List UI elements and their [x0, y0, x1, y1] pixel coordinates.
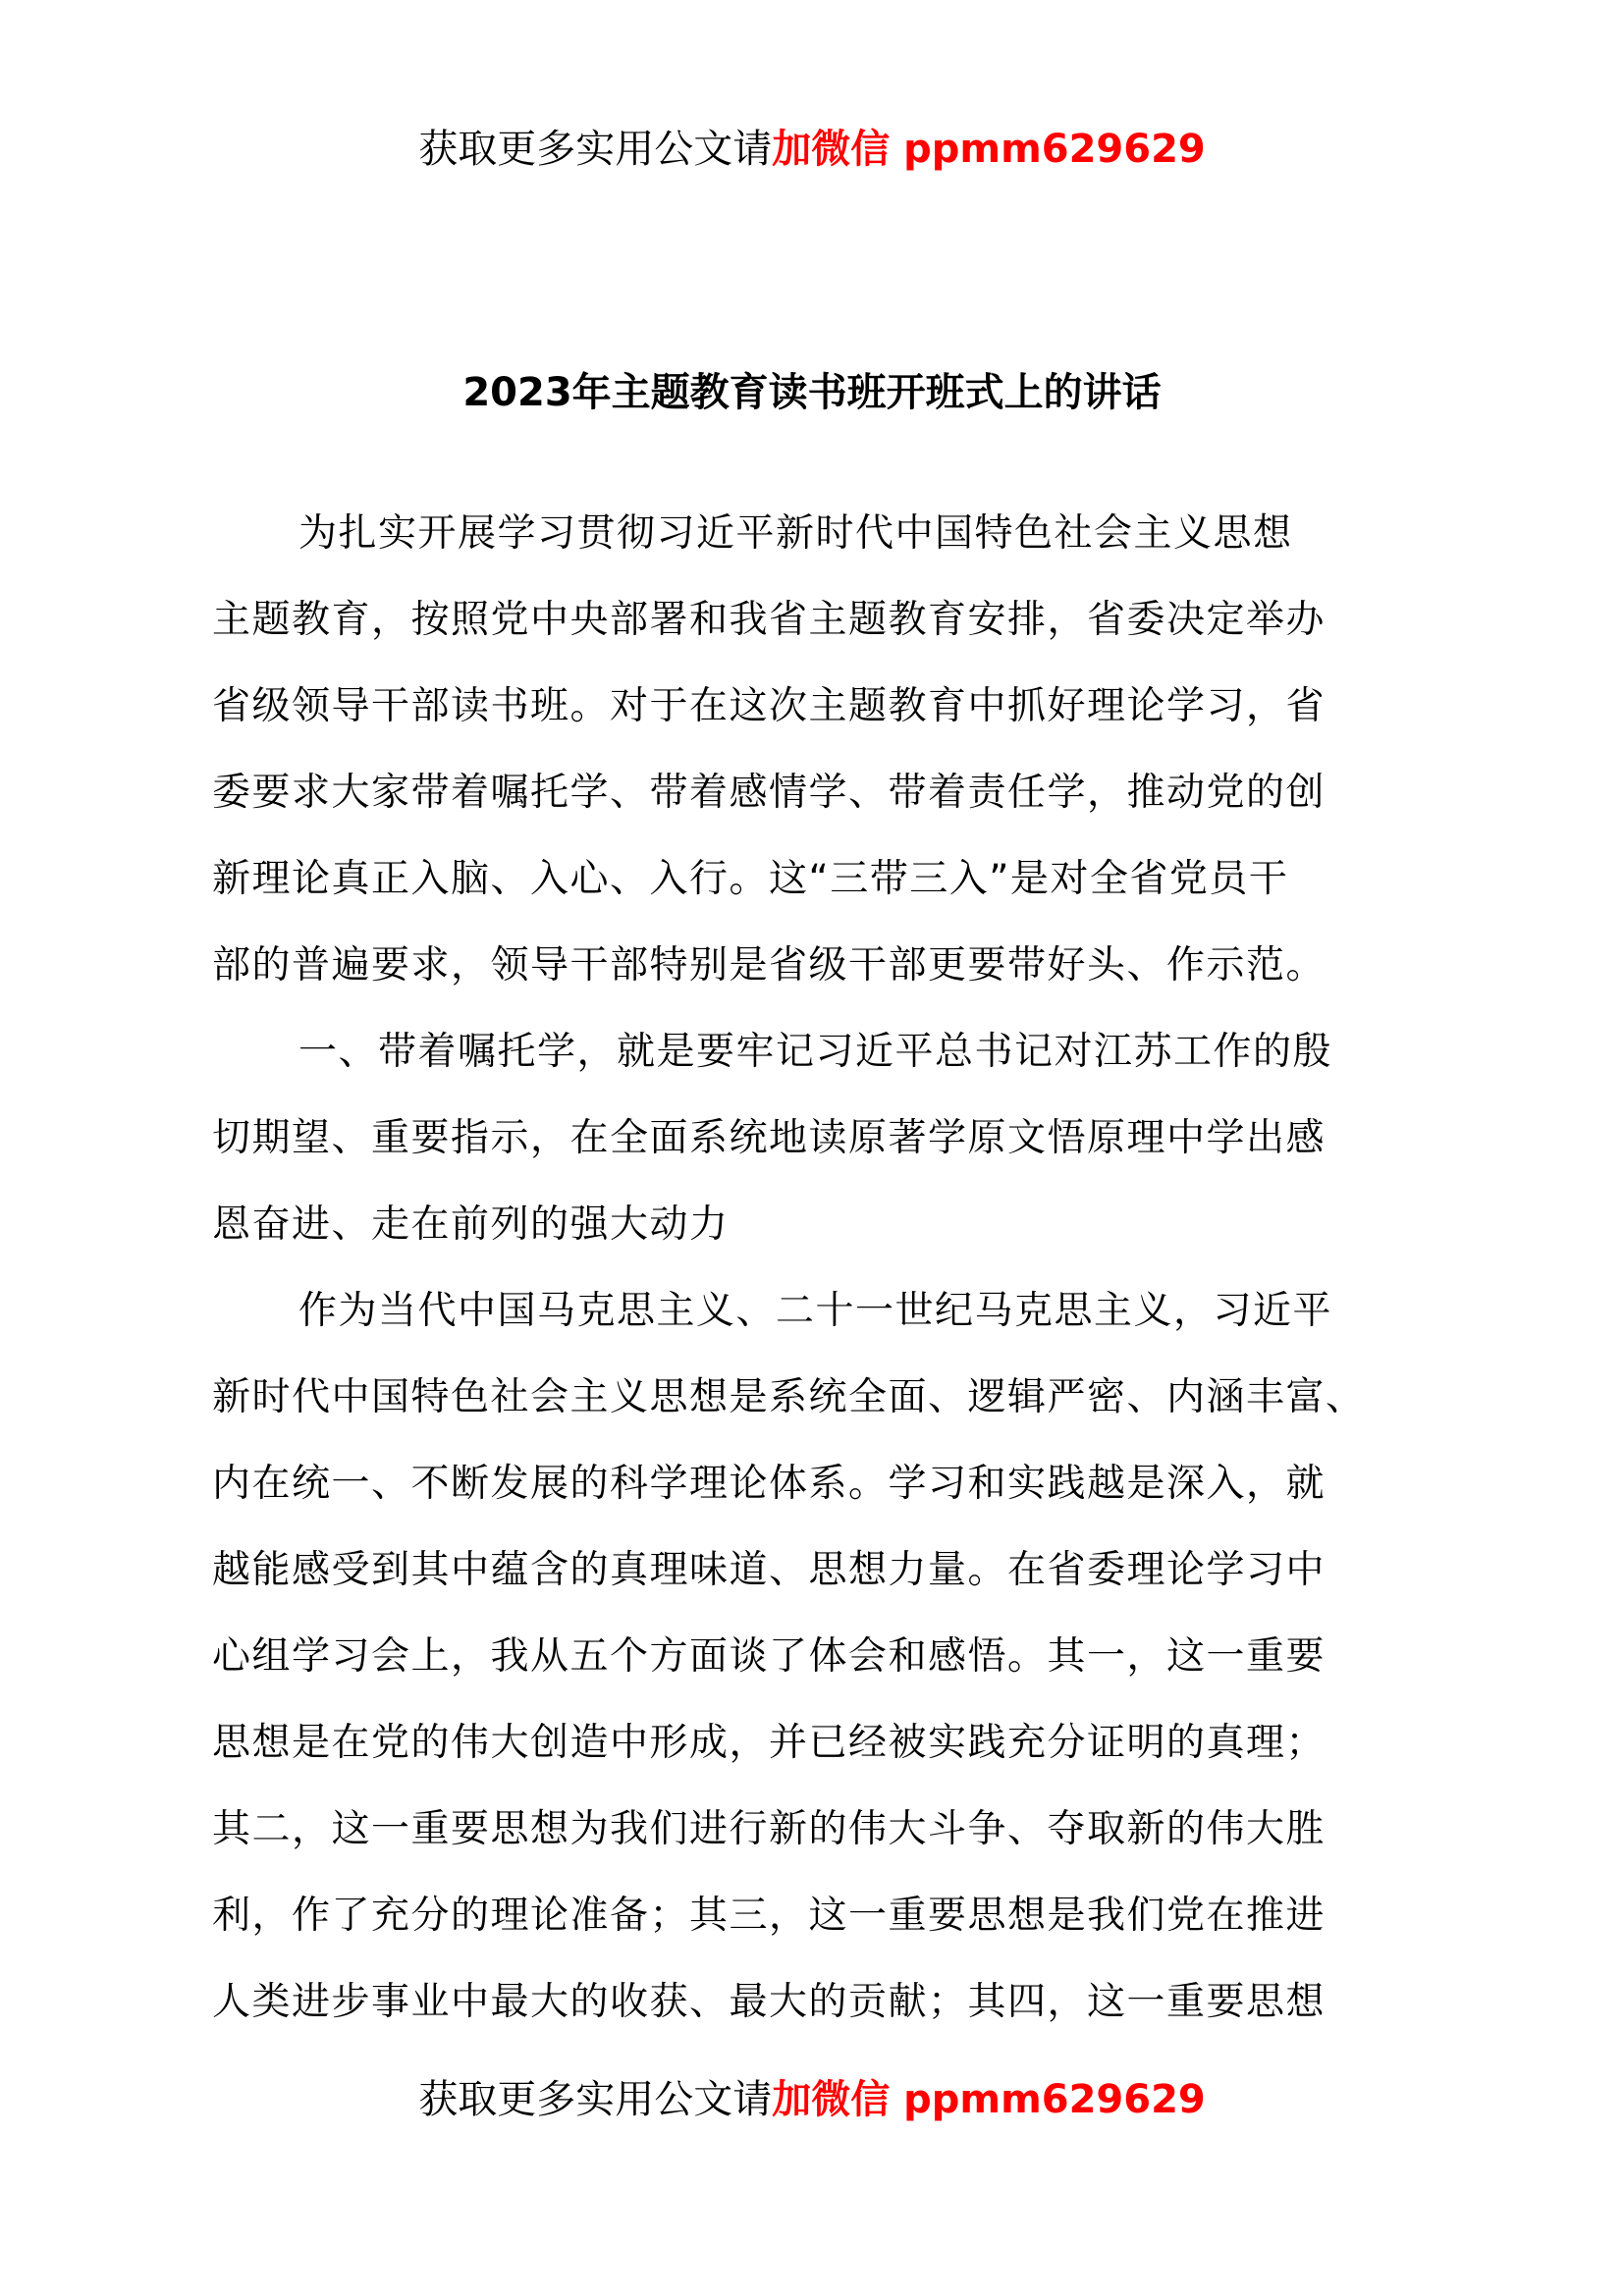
paragraph-line: 主题教育，按照党中央部署和我省主题教育安排，省委决定举办 [212, 598, 1326, 642]
paragraph-line: 新时代中国特色社会主义思想是系统全面、逻辑严密、内涵丰富、 [212, 1375, 1366, 1419]
paragraph-line: 心组学习会上，我从五个方面谈了体会和感悟。其一，这一重要 [212, 1634, 1326, 1679]
document-title: 2023年主题教育读书班开班式上的讲话 [462, 370, 1162, 415]
paragraph-line: 思想是在党的伟大创造中形成，并已经被实践充分证明的真理； [212, 1721, 1326, 1765]
paragraph-line: 越能感受到其中蕴含的真理味道、思想力量。在省委理论学习中 [212, 1548, 1326, 1592]
section-heading-line: 切期望、重要指示，在全面系统地读原著学原文悟原理中学出感 [212, 1116, 1326, 1160]
paragraph-line: 部的普遍要求，领导干部特别是省级干部更要带好头、作示范。 [212, 943, 1326, 988]
section-heading-line: 一、带着嘱托学，就是要牢记习近平总书记对江苏工作的殷 [298, 1030, 1333, 1074]
paragraph-line: 利，作了充分的理论准备；其三，这一重要思想是我们党在推进 [212, 1894, 1326, 1938]
section-heading-line: 恩奋进、走在前列的强大动力 [212, 1202, 730, 1247]
banner-wechat-contact: 加微信 ppmm629629 [772, 2077, 1206, 2122]
paragraph-line: 委要求大家带着嘱托学、带着感情学、带着责任学，推动党的创 [212, 771, 1326, 815]
paragraph-line: 其二，这一重要思想为我们进行新的伟大斗争、夺取新的伟大胜 [212, 1807, 1326, 1851]
bottom-banner [0, 2072, 1624, 2127]
banner-prefix: 获取更多实用公文请 [418, 127, 773, 172]
paragraph-line: 作为当代中国马克思主义、二十一世纪马克思主义，习近平 [298, 1289, 1333, 1333]
paragraph-line: 省级领导干部读书班。对于在这次主题教育中抓好理论学习，省 [212, 684, 1326, 728]
banner-prefix: 获取更多实用公文请 [418, 2077, 773, 2122]
paragraph-line: 为扎实开展学习贯彻习近平新时代中国特色社会主义思想 [298, 511, 1293, 556]
document-body [212, 491, 1430, 2046]
paragraph-line: 人类进步事业中最大的收获、最大的贡献；其四，这一重要思想 [212, 1980, 1326, 2024]
banner-wechat-contact: 加微信 ppmm629629 [772, 127, 1206, 172]
paragraph-line: 新理论真正入脑、入心、入行。这“三带三入”是对全省党员干 [212, 857, 1289, 901]
paragraph-line: 内在统一、不断发展的科学理论体系。学习和实践越是深入，就 [212, 1462, 1326, 1506]
top-banner [0, 122, 1624, 177]
